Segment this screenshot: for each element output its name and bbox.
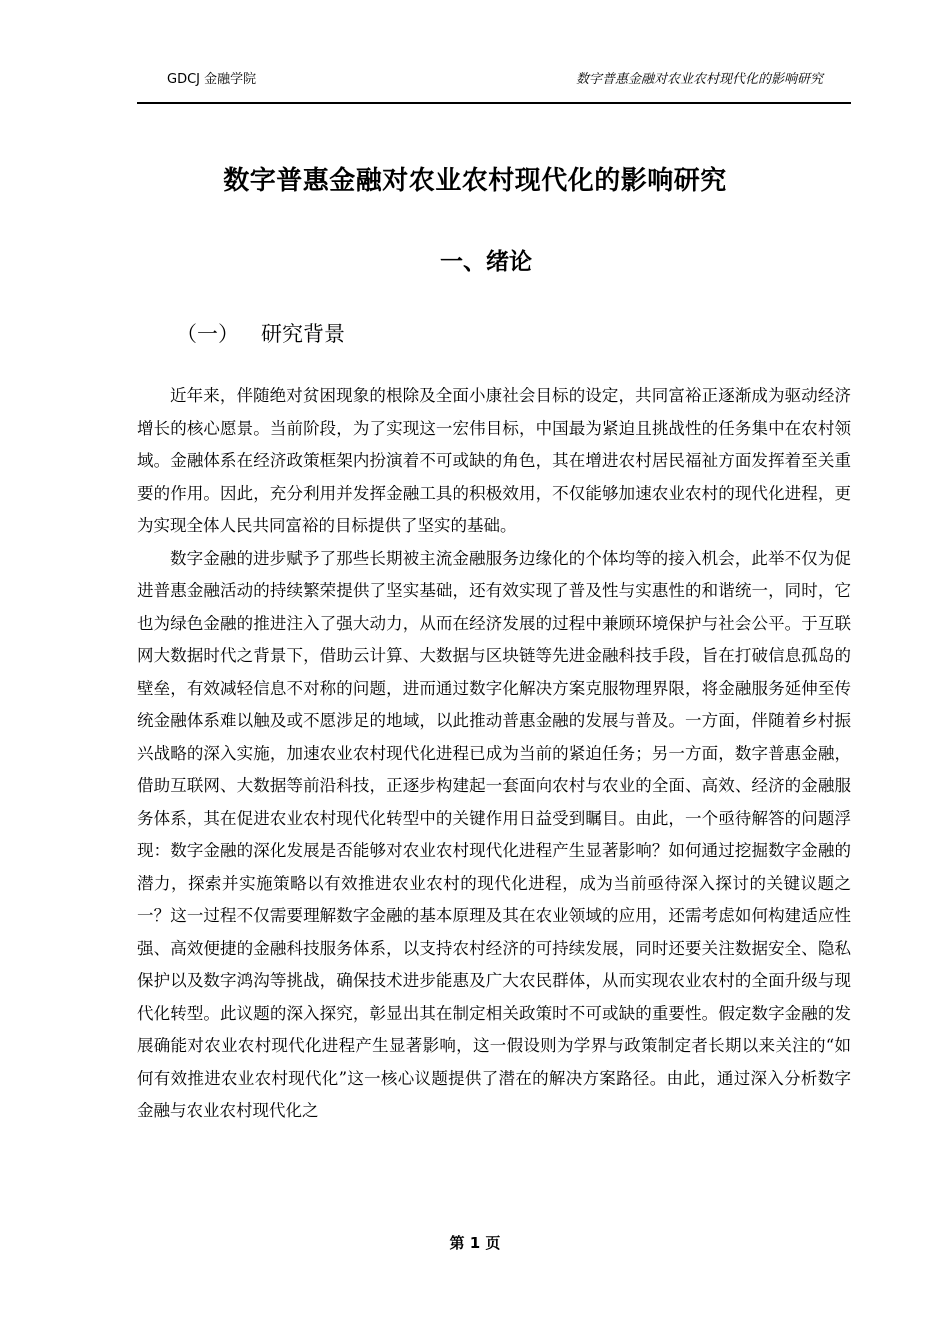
section-number: （一） — [176, 322, 239, 346]
chapter-heading: 一、绪论 — [440, 249, 532, 275]
header-running-title: 数字普惠金融对农业农村现代化的影响研究 — [575, 72, 823, 87]
body-text — [137, 380, 851, 1128]
page-header — [137, 66, 851, 104]
paragraph: 数字金融的进步赋予了那些长期被主流金融服务边缘化的个体均等的接入机会，此举不仅为促进普惠金融活动的持续繁荣提供了坚实基础，还有效实现了普及性与实惠性的和谐统一，同时，它也为绿色金融的推进注入了强大动力，从而在经济发展的过程中兼顾环境保护与社会公平。于互联网大数据时代之背景下，借助云计算、大数据与区块链等先进金融科技手段，旨在打破信息孤岛的壁垒，有效减轻信息不对称的问题，进而通过数字化解决方案克服物理界限，将金融服务延伸至传统金融体系难以触及或不愿涉足的地域，以此推动普惠金融的发展与普及。一方面，伴随着乡村振兴战略的深入实施，加速农业农村现代化进程已成为当前的紧迫任务；另一方面，数字普惠金融，借助互联网、大数据等前沿科技，正逐步构建起一套面向农村与农业的全面、高效、经济的金融服务体系，其在促进农业农村现代化转型中的关键作用日益受到瞩目。由此，一个亟待解答的问题浮现：数字金融的深化发展是否能够对农业农村现代化进程产生显著影响？如何通过挖掘数字金融的潜力，探索并实施策略以有效推进农业农村的现代化进程，成为当前亟待深入探讨的关键议题之一？这一过程不仅需要理解数字金融的基本原理及其在农业领域的应用，还需考虑如何构建适应性强、高效便捷的金融科技服务体系，以支持农村经济的可持续发展，同时还要关注数据安全、隐私保护以及数字鸿沟等挑战，确保技术进步能惠及广大农民群体，从而实现农业农村的全面升级与现代化转型。此议题的深入探究，彰显出其在制定相关政策时不可或缺的重要性。假定数字金融的发展确能对农业农村现代化进程产生显著影响，这一假设则为学界与政策制定者长期以来关注的“如何有效推进农业农村现代化”这一核心议题提供了潜在的解决方案路径。由此，通过深入分析数字金融与农业农村现代化之 — [137, 548, 851, 1120]
paragraph: 近年来，伴随绝对贫困现象的根除及全面小康社会目标的设定，共同富裕正逐渐成为驱动经济增长的核心愿景。当前阶段，为了实现这一宏伟目标，中国最为紧迫且挑战性的任务集中在农村领域。金融体系在经济政策框架内扮演着不可或缺的角色，其在增进农村居民福祉方面发挥着至关重要的作用。因此，充分利用并发挥金融工具的积极效用，不仅能够加速农业农村的现代化进程，更为实现全体人民共同富裕的目标提供了坚实的基础。 — [137, 386, 851, 535]
header-institution: GDCJ 金融学院 — [167, 72, 257, 87]
section-heading — [176, 318, 345, 348]
document-title: 数字普惠金融对农业农村现代化的影响研究 — [223, 166, 727, 196]
page-number: 第 1 页 — [449, 1234, 501, 1252]
section-title-text: 研究背景 — [261, 322, 345, 346]
